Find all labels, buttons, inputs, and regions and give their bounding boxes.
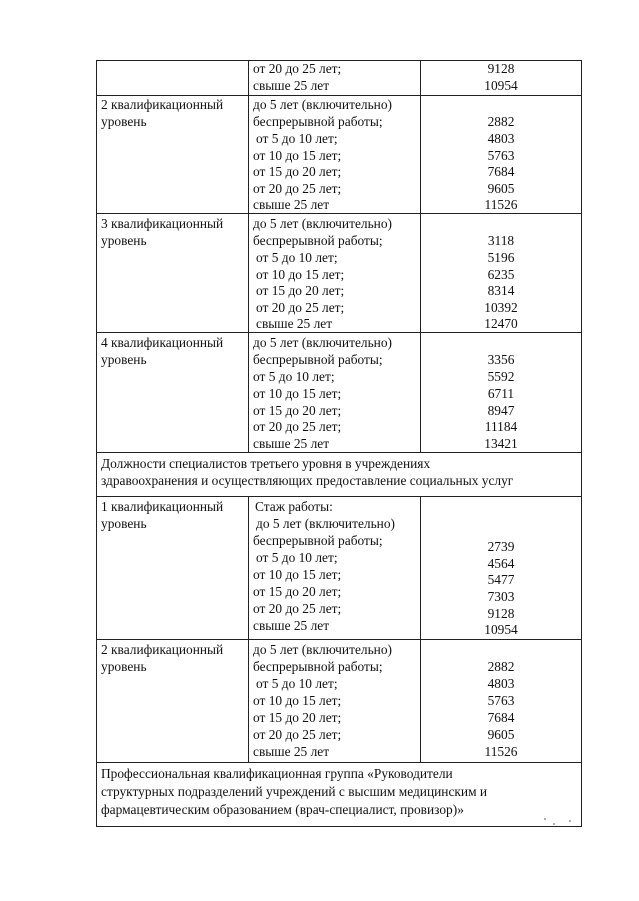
row-line — [96, 496, 582, 497]
period-head: беспрерывной работы; — [253, 533, 383, 548]
row-line — [96, 452, 582, 453]
row-value: 13421 — [484, 436, 518, 451]
period-head: беспрерывной работы; — [253, 114, 383, 129]
row-label: от 10 до 15 лет; — [253, 567, 342, 582]
section-header-line: Должности специалистов третьего уровня в учреждениях — [101, 456, 431, 471]
row-value: 10954 — [484, 622, 518, 637]
level-name: 2 квалификационный — [101, 642, 224, 657]
level-name: уровень — [101, 352, 147, 367]
row-value: 2739 — [487, 539, 515, 554]
row-value: 10392 — [484, 300, 518, 315]
row-value: 10954 — [484, 78, 518, 93]
row-value: 2882 — [487, 114, 515, 129]
row-label: от 5 до 10 лет; — [256, 131, 338, 146]
section-header-line: здравоохранения и осуществляющих предоставление социальных услуг — [101, 473, 514, 488]
row-value: 2882 — [487, 659, 515, 674]
row-label: от 15 до 20 лет; — [253, 584, 342, 599]
row-line — [96, 762, 582, 763]
row-value: 4564 — [487, 556, 515, 571]
period-head: беспрерывной работы; — [253, 659, 383, 674]
scan-speck — [553, 823, 555, 825]
row-line — [96, 332, 582, 333]
period-head: до 5 лет (включительно) — [253, 216, 392, 231]
row-label: свыше 25 лет — [253, 197, 330, 212]
table-left-border — [96, 60, 97, 827]
col-divider-1b — [248, 496, 249, 762]
row-label: от 20 до 25 лет; — [253, 727, 342, 742]
row-label: от 20 до 25 лет; — [256, 300, 345, 315]
row-value: 11526 — [484, 197, 518, 212]
period-head: до 5 лет (включительно) — [253, 642, 392, 657]
row-value: 9128 — [487, 61, 515, 76]
row-label: от 15 до 20 лет; — [253, 164, 342, 179]
row-value: 12470 — [484, 316, 518, 331]
row-line — [96, 639, 582, 640]
table-right-border — [581, 60, 582, 827]
period-head: до 5 лет (включительно) — [253, 97, 392, 112]
row-value: 11526 — [484, 744, 518, 759]
level-name: уровень — [101, 516, 147, 531]
period-head: до 5 лет (включительно) — [256, 516, 395, 531]
period-head: беспрерывной работы; — [253, 352, 383, 367]
scan-speck — [569, 820, 571, 822]
period-head: беспрерывной работы; — [253, 233, 383, 248]
row-value: 6235 — [487, 267, 515, 282]
row-value: 8947 — [487, 403, 515, 418]
level-name: 4 квалификационный — [101, 335, 224, 350]
row-label: от 10 до 15 лет; — [253, 386, 342, 401]
row-label: свыше 25 лет — [253, 436, 330, 451]
row-value: 11184 — [484, 419, 518, 434]
row-label: свыше 25 лет — [256, 316, 333, 331]
level-name: уровень — [101, 659, 147, 674]
level-name: уровень — [101, 233, 147, 248]
row-value: 9128 — [487, 606, 515, 621]
row-label: от 10 до 15 лет; — [256, 267, 345, 282]
level-name: 2 квалификационный — [101, 97, 224, 112]
row-label: от 5 до 10 лет; — [256, 550, 338, 565]
row-label: от 15 до 20 лет; — [253, 710, 342, 725]
row-label: от 5 до 10 лет; — [253, 369, 335, 384]
row-label: свыше 25 лет — [253, 78, 330, 93]
scan-speck — [544, 818, 546, 820]
row-line — [96, 213, 582, 214]
row-label: от 20 до 25 лет; — [253, 601, 342, 616]
row-value: 5592 — [487, 369, 515, 384]
row-label: свыше 25 лет — [253, 744, 330, 759]
col-divider-1 — [248, 60, 249, 453]
row-label: от 15 до 20 лет; — [256, 283, 345, 298]
row-value: 6711 — [487, 386, 515, 401]
group-header-line: Профессиональная квалификационная группа «Руководители — [101, 766, 453, 781]
table-bottom-border — [96, 826, 582, 827]
row-value: 9605 — [487, 181, 515, 196]
level-name: 3 квалификационный — [101, 216, 224, 231]
group-header-line: фармацевтическим образованием (врач-специалист, провизор)» — [101, 802, 464, 817]
row-value: 4803 — [487, 676, 515, 691]
row-value: 5196 — [487, 250, 515, 265]
row-label: от 10 до 15 лет; — [253, 693, 342, 708]
row-label: от 5 до 10 лет; — [256, 676, 338, 691]
row-value: 7684 — [487, 164, 515, 179]
row-value: 3356 — [487, 352, 515, 367]
stazh-label: Стаж работы: — [255, 499, 333, 514]
level-name: 1 квалификационный — [101, 499, 224, 514]
period-head: до 5 лет (включительно) — [253, 335, 392, 350]
group-header-line: структурных подразделений учреждений с высшим медицинским и — [101, 784, 488, 799]
row-label: от 20 до 25 лет; — [253, 181, 342, 196]
row-value: 7684 — [487, 710, 515, 725]
row-value: 4803 — [487, 131, 515, 146]
row-label: от 10 до 15 лет; — [253, 148, 342, 163]
row-value: 7303 — [487, 589, 515, 604]
row-label: свыше 25 лет — [253, 618, 330, 633]
row-label: от 5 до 10 лет; — [256, 250, 338, 265]
row-value: 3118 — [487, 233, 515, 248]
row-line — [96, 95, 582, 96]
row-label: от 15 до 20 лет; — [253, 403, 342, 418]
row-value: 8314 — [487, 283, 515, 298]
row-value: 5763 — [487, 148, 515, 163]
row-value: 9605 — [487, 727, 515, 742]
row-value: 5763 — [487, 693, 515, 708]
level-name: уровень — [101, 114, 147, 129]
row-value: 5477 — [487, 572, 515, 587]
row-label: от 20 до 25 лет; — [253, 61, 342, 76]
row-label: от 20 до 25 лет; — [253, 419, 342, 434]
